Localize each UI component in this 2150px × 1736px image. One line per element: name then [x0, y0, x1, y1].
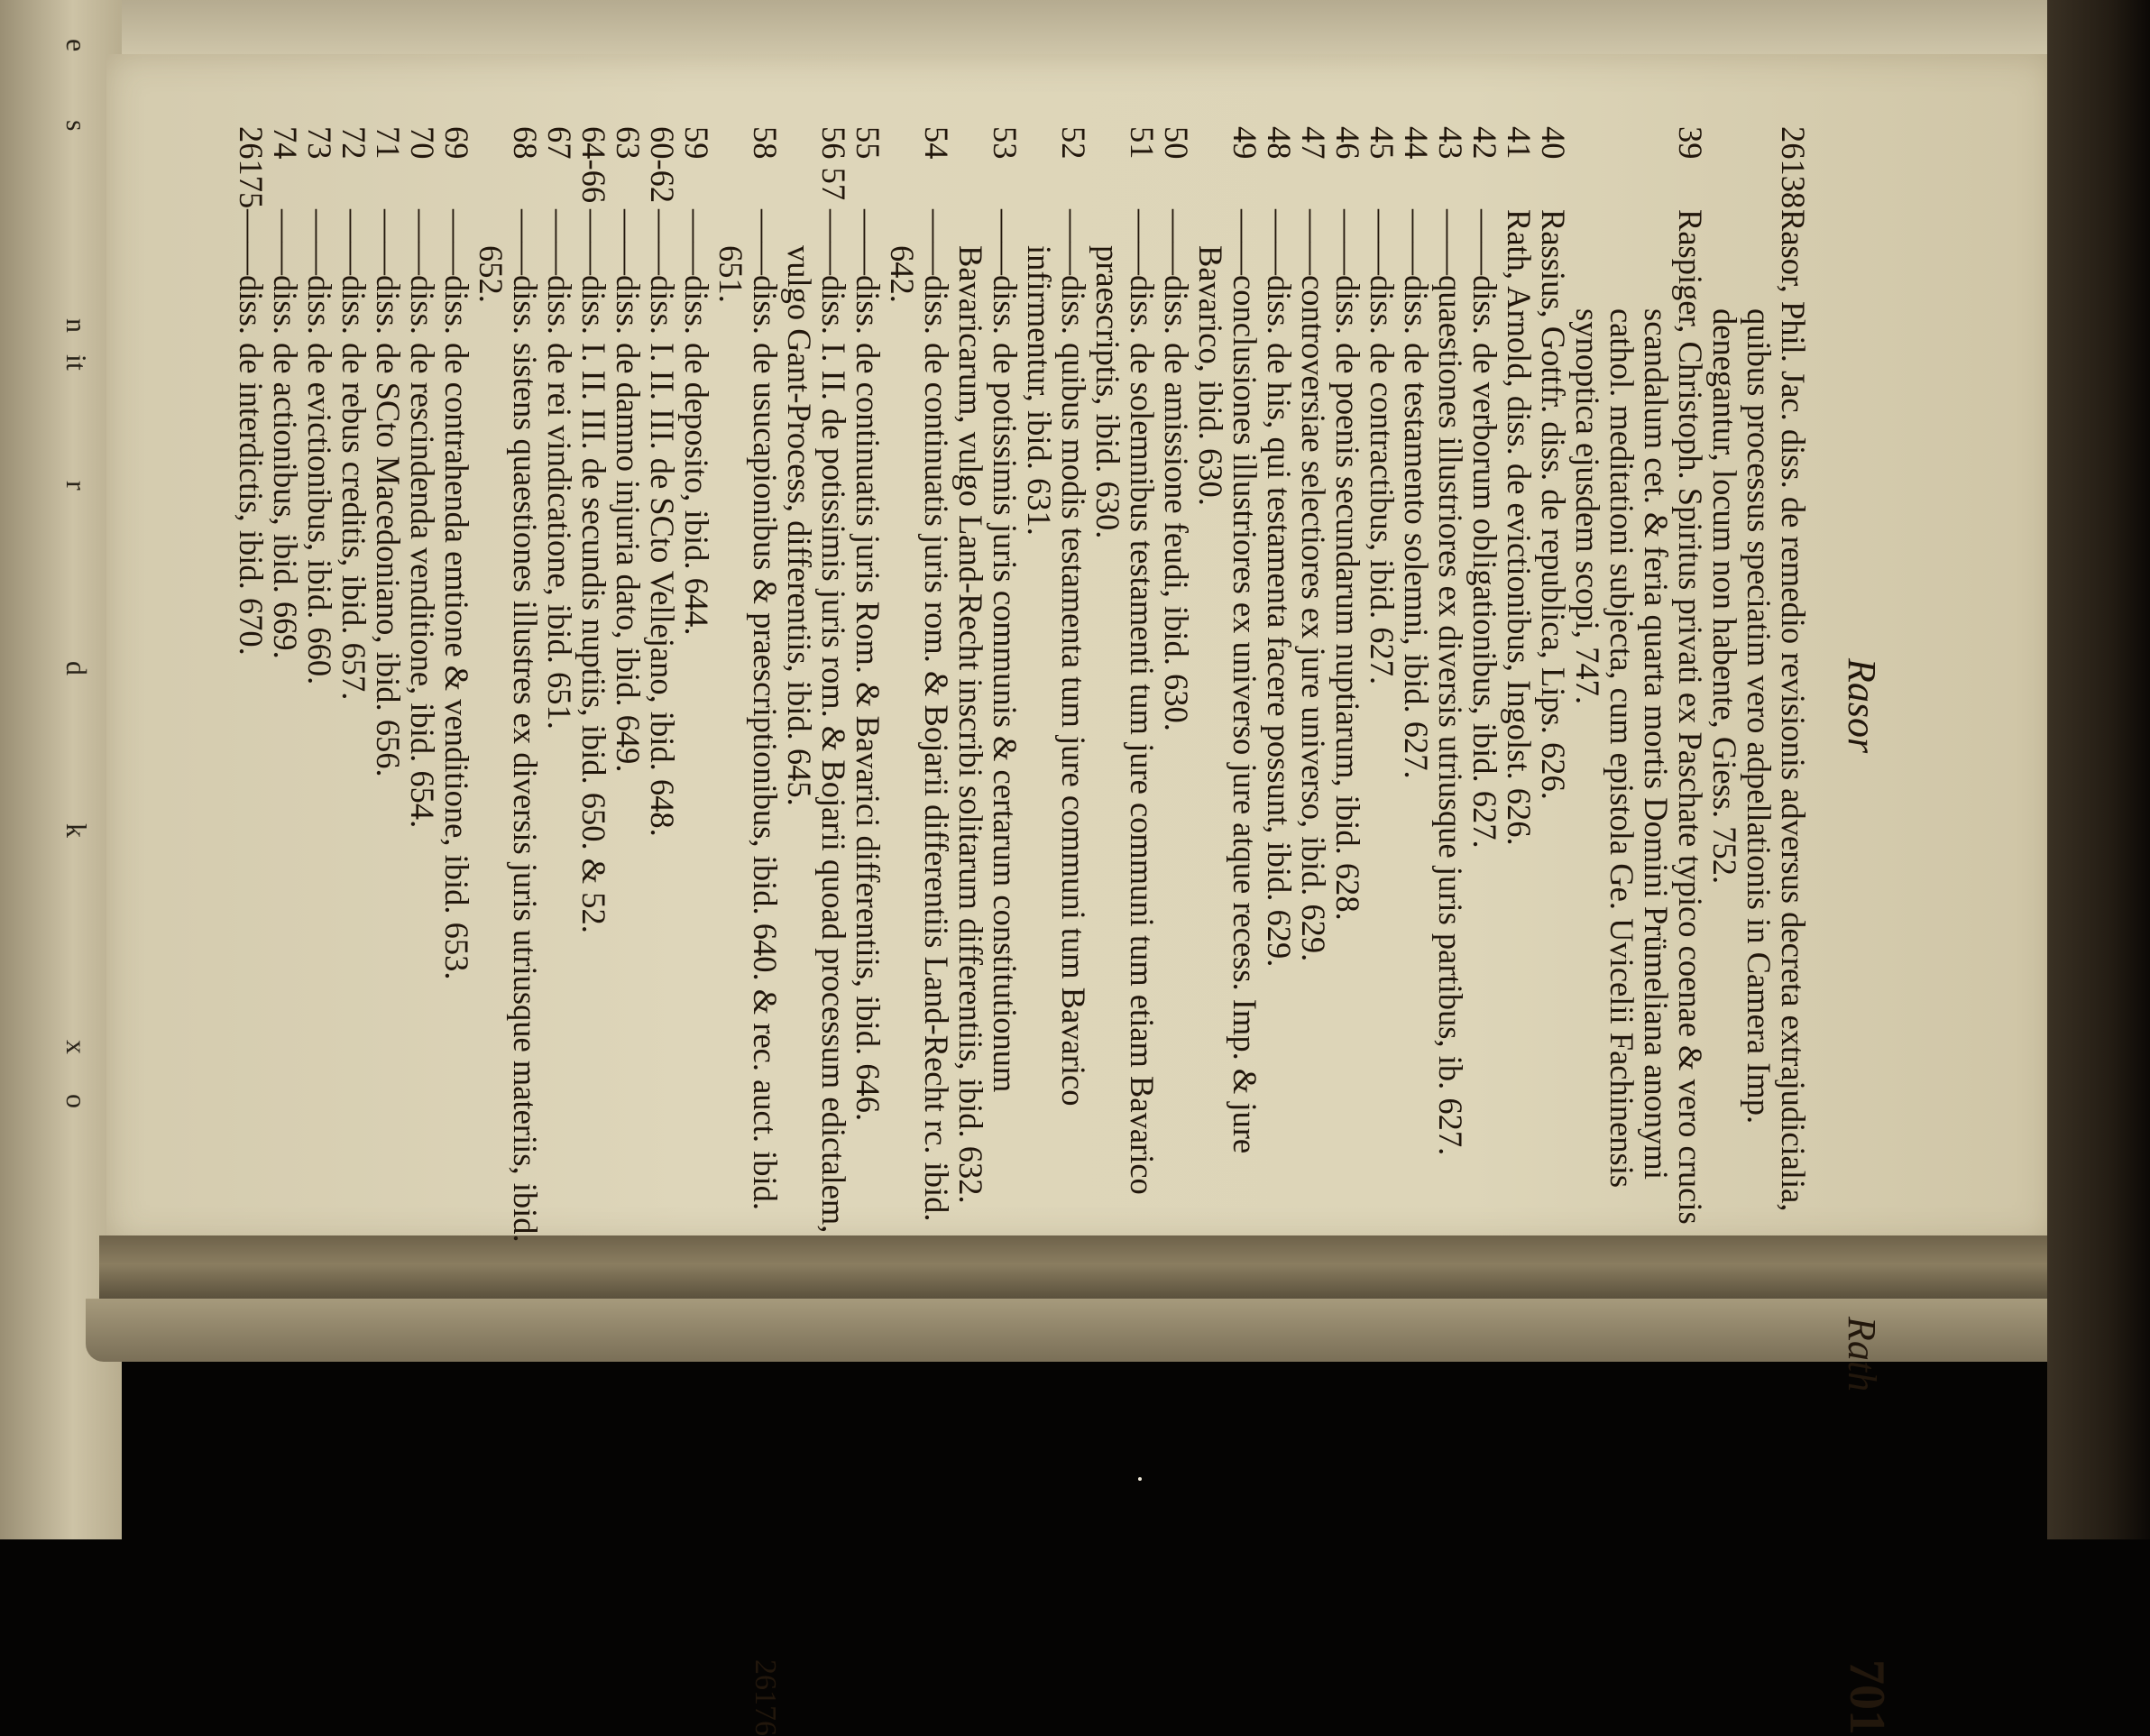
- entry-number: 52: [1055, 126, 1092, 160]
- running-header: [1826, 126, 1895, 1735]
- index-entry: [336, 126, 371, 1258]
- index-entry: [611, 126, 645, 1258]
- entry-text: ——diss. de solemnibus testamenti tum jure communi tum etiam Bavarico praescriptis, ibid. 630.: [1089, 209, 1161, 1195]
- entry-number: 71: [370, 126, 407, 160]
- entry-number: 45: [1364, 126, 1401, 160]
- entry-text: ——diss. I. II. III. de secundis nuptiis, ibid. 650. & 52.: [575, 209, 612, 933]
- entry-number: 51: [1124, 126, 1161, 160]
- index-entry: [782, 126, 850, 1258]
- entry-text: ——diss. de interdictis, ibid. 670.: [233, 209, 270, 656]
- entry-number: 67: [541, 126, 578, 160]
- headword-left: Rasor: [1840, 658, 1884, 754]
- index-entry: [405, 126, 439, 1258]
- entry-text: ——diss. quibus modis testamenta tum jure communi tum Bavarico infirmentur, ibid. 631.: [1021, 209, 1092, 1107]
- entry-text: ——diss. de potissimis juris communis & certarum constitutionum Bavaricarum, vulgo Land-Recht inscribi solitarum differentiis, ibid. 632.: [952, 209, 1024, 1204]
- entry-number: 49: [1227, 126, 1263, 160]
- entry-text: ——diss. de amissione feudi, ibid. 630.: [1158, 209, 1195, 731]
- entry-text: ——diss. de actionibus, ibid. 669.: [267, 209, 304, 659]
- book-spine-shadow: [2047, 0, 2150, 1539]
- dust-speck: [1138, 1477, 1142, 1481]
- entry-number: 46: [1329, 126, 1366, 160]
- entry-number: 42: [1466, 126, 1503, 160]
- index-entry: [850, 126, 885, 1258]
- index-entry: [1570, 126, 1707, 1258]
- prev-page-fragment: k: [60, 823, 93, 838]
- entry-text: ——diss. I. II. de potissimis juris rom. & Bojarii quoad processum edictalem, vulgo Gant-Process, differentiis, ibid. 645.: [781, 209, 852, 1234]
- prev-page-fragment: d: [60, 661, 93, 675]
- entry-text: ——conclusiones illustriores ex universo jure atque recess. Imp. & jure Bavarico, ibid. 630.: [1192, 209, 1263, 1154]
- entry-number: 58: [747, 126, 784, 160]
- entry-text: ——diss. de SCto Macedoniano, ibid. 656.: [370, 209, 407, 777]
- entry-text: ——quaestiones illustriores ex diversis utriusque juris partibus, ib. 627.: [1432, 209, 1469, 1156]
- entry-text: ——diss. de evictionibus, ibid. 660.: [301, 209, 338, 685]
- entry-text: ——diss. de his, qui testamenta facere possunt, ibid. 629.: [1261, 209, 1298, 968]
- entry-text: ——diss. I. II. III. de SCto Vellejano, ibid. 648.: [644, 209, 681, 837]
- book-binding-top: [90, 0, 2146, 56]
- entry-number: 41: [1501, 126, 1538, 160]
- index-entry: [885, 126, 953, 1258]
- headword-right: Rath: [1840, 1317, 1884, 1392]
- prev-page-fragment: o: [60, 1094, 93, 1108]
- prev-page-fragment: n: [60, 318, 93, 333]
- entry-number: 43: [1432, 126, 1469, 160]
- entry-number: 64-66: [575, 126, 612, 204]
- book-cover-board: [86, 1299, 2070, 1362]
- entry-text: ——diss. de testamento solemni, ibid. 627.: [1398, 209, 1435, 779]
- entry-text: ——diss. de poenis secundarum nuptiarum, ibid. 628.: [1329, 209, 1366, 921]
- entry-text: ——controversiae selectiores ex jure universo, ibid. 629.: [1295, 209, 1332, 962]
- index-entry: [371, 126, 405, 1258]
- index-entry: [1262, 126, 1296, 1258]
- page-number: 701: [1839, 1659, 1895, 1735]
- index-entry: [1467, 126, 1502, 1258]
- index-entry: [1193, 126, 1262, 1258]
- entry-text: ——diss. de deposito, ibid. 644.: [678, 209, 715, 636]
- entry-number: 56 57: [815, 126, 852, 201]
- entry-number: 74: [267, 126, 304, 160]
- entry-number: 63: [610, 126, 647, 160]
- index-entry: [439, 126, 473, 1258]
- entry-text: ——diss. de contractibus, ibid. 627.: [1364, 209, 1401, 685]
- entry-number: 53: [987, 126, 1024, 160]
- entry-number: 44: [1398, 126, 1435, 160]
- entry-text: Rasor, Phil. Jac. diss. de remedio revisionis adversus decreta extrajudicialia, quibus processus speciatim vero adpellationis in Camera Imp. denegantur, locum non habente, Giess. 752.: [1706, 209, 1812, 1212]
- index-entry: [1090, 126, 1159, 1258]
- index-entry: [268, 126, 302, 1258]
- entry-number: 60-62: [644, 126, 681, 204]
- index-entry: [645, 126, 679, 1258]
- index-entry: [953, 126, 1022, 1258]
- index-entry: [542, 126, 576, 1258]
- entry-text: ——diss. de contrahenda emtione & venditione, ibid. 653.: [438, 209, 475, 980]
- catchword-number: 26176: [749, 1659, 782, 1736]
- index-entry: [1159, 126, 1193, 1258]
- index-entry: [1330, 126, 1364, 1258]
- index-entry: [234, 126, 268, 1258]
- entry-text: ——diss. de continuatis juris rom. & Bojarii differentiis Land-Recht rc. ibid. 642.: [884, 209, 955, 1222]
- entry-number: 39: [1672, 126, 1709, 160]
- entry-text: ——diss. de rescindenda venditione, ibid. 654.: [404, 209, 441, 829]
- entry-number: 48: [1261, 126, 1298, 160]
- entry-number: 26138: [1775, 126, 1812, 209]
- entry-text: ——diss. de rebus creditis, ibid. 657.: [335, 209, 372, 701]
- entry-list: [234, 126, 1810, 1258]
- prev-page-fragment: e: [60, 39, 93, 52]
- index-entry: [713, 126, 782, 1258]
- entry-number: 69: [438, 126, 475, 160]
- entry-number: 50: [1158, 126, 1195, 160]
- entry-number: 73: [301, 126, 338, 160]
- entry-text: ——diss. sistens quaestiones illustres ex diversis juris utriusque materiis, ibid. 652.: [473, 209, 544, 1243]
- entry-text: ——diss. de continuatis juris Rom. & Bavarici differentiis, ibid. 646.: [850, 209, 887, 1122]
- entry-number: 55: [850, 126, 887, 160]
- entry-number: 26175: [233, 126, 270, 209]
- entry-text: ——diss. de verborum obligationibus, ibid. 627.: [1466, 209, 1503, 849]
- prev-page-fragment: r: [60, 481, 93, 491]
- index-entry: [1399, 126, 1433, 1258]
- index-entry: [1707, 126, 1810, 1258]
- entry-number: 40: [1535, 126, 1572, 160]
- page-text-block: [32, 126, 1895, 1736]
- index-entry: [1022, 126, 1090, 1258]
- entry-text: Rassius, Gottfr. diss. de republica, Lips. 626.: [1535, 209, 1572, 800]
- prev-page-fragment: x: [60, 1040, 93, 1054]
- index-entry: [576, 126, 611, 1258]
- index-entry: [1364, 126, 1399, 1258]
- prev-page-fragment: s: [60, 120, 93, 132]
- index-entry: [302, 126, 336, 1258]
- index-entry: [1502, 126, 1536, 1258]
- entry-number: 70: [404, 126, 441, 160]
- index-entry: [473, 126, 542, 1258]
- entry-text: ——diss. de usucapionibus & praescriptionibus, ibid. 640. & rec. auct. ibid. 651.: [712, 209, 784, 1211]
- entry-number: 59: [678, 126, 715, 160]
- entry-number: 72: [335, 126, 372, 160]
- entry-text: Raspiger, Christoph. Spiritus privati ex Paschate typico coenae & vero crucis scandalum cet. & feria quarta mortis Domini Prümeliana anonymi cathol. meditationi subjecta, cum epistola Ge. Uvicelii Fachinensis synoptica ejusdem scopi, 747.: [1569, 209, 1709, 1225]
- index-entry: [1296, 126, 1330, 1258]
- index-entry: [1433, 126, 1467, 1258]
- entry-text: ——diss. de damno injuria dato, ibid. 649.: [610, 209, 647, 773]
- entry-number: 54: [918, 126, 955, 160]
- entry-number: 68: [507, 126, 544, 160]
- entry-text: ——diss. de rei vindicatione, ibid. 651.: [541, 209, 578, 730]
- entry-number: 47: [1295, 126, 1332, 160]
- entry-text: Rath, Arnold, diss. de evictionibus, Ingolst. 626.: [1501, 209, 1538, 846]
- index-entry: [679, 126, 713, 1258]
- index-entry: [1536, 126, 1570, 1258]
- prev-page-fragment: it: [60, 354, 93, 371]
